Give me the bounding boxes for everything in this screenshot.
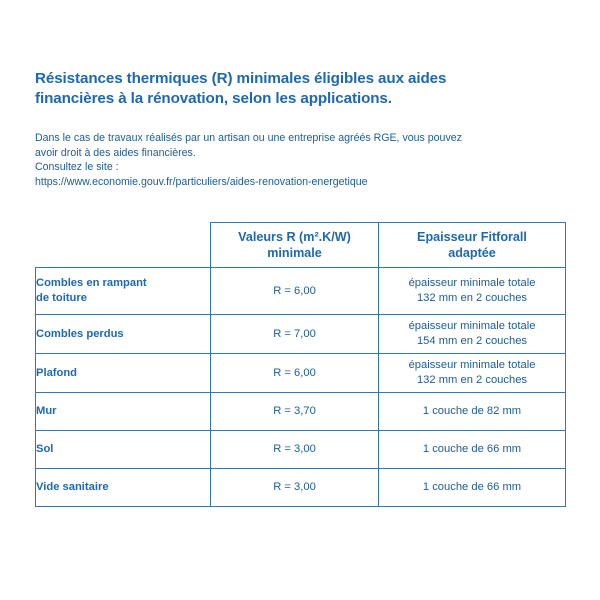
row-value-r: R = 3,70	[211, 393, 379, 431]
intro-paragraph	[35, 131, 565, 189]
row-label-application: Mur	[36, 393, 211, 431]
table-row	[36, 268, 566, 315]
table-row	[36, 315, 566, 354]
row-value-r: R = 6,00	[211, 354, 379, 393]
row-value-thickness: 1 couche de 66 mm	[379, 469, 566, 507]
page-title	[35, 69, 555, 109]
row-label-line-1: Combles en rampant	[36, 277, 147, 289]
row-thickness-line-2: 154 mm en 2 couches	[416, 335, 528, 347]
row-value-thickness: 1 couche de 82 mm	[379, 393, 566, 431]
row-label-application: Combles perdus	[36, 315, 211, 354]
column-header-r-value-line-2: minimale	[267, 246, 322, 260]
table-row	[36, 469, 566, 507]
row-thickness-line-1: épaisseur minimale totale	[408, 277, 536, 289]
page-title-line-2: financières à la rénovation, selon les applications.	[35, 90, 392, 107]
table-row	[36, 354, 566, 393]
column-header-thickness-line-2: adaptée	[448, 246, 496, 260]
column-header-r-value	[211, 223, 379, 268]
row-value-thickness: 1 couche de 66 mm	[379, 431, 566, 469]
row-label-line-2: de toiture	[36, 292, 87, 304]
table-header-row	[36, 223, 566, 268]
column-header-thickness-line-1: Epaisseur Fitforall	[417, 230, 527, 244]
row-value-r: R = 6,00	[211, 268, 379, 315]
row-label-application: Sol	[36, 431, 211, 469]
row-label-application	[36, 268, 211, 315]
row-value-thickness	[379, 354, 566, 393]
table-corner-cell	[36, 223, 211, 268]
intro-line-3: Consultez le site :	[35, 161, 119, 174]
row-thickness-line-1: épaisseur minimale totale	[408, 320, 536, 332]
column-header-r-value-line-1: Valeurs R (m².K/W)	[238, 230, 351, 244]
row-thickness-line-2: 132 mm en 2 couches	[416, 374, 528, 386]
table-row	[36, 431, 566, 469]
row-value-thickness	[379, 268, 566, 315]
row-thickness-line-1: épaisseur minimale totale	[408, 359, 536, 371]
row-thickness-line-2: 132 mm en 2 couches	[416, 292, 528, 304]
intro-line-2: avoir droit à des aides financières.	[35, 146, 196, 159]
page-title-line-1: Résistances thermiques (R) minimales éligibles aux aides	[35, 70, 447, 87]
thermal-resistance-table	[35, 222, 566, 507]
row-value-r: R = 3,00	[211, 469, 379, 507]
row-value-r: R = 7,00	[211, 315, 379, 354]
row-label-application: Vide sanitaire	[36, 469, 211, 507]
intro-line-1: Dans le cas de travaux réalisés par un artisan ou une entreprise agréés RGE, vous pouvez	[35, 132, 462, 144]
table-row	[36, 393, 566, 431]
website-url[interactable]: https://www.economie.gouv.fr/particuliers/aides-renovation-energetique	[35, 175, 368, 188]
row-value-r: R = 3,00	[211, 431, 379, 469]
row-value-thickness	[379, 315, 566, 354]
row-label-application: Plafond	[36, 354, 211, 393]
column-header-thickness	[379, 223, 566, 268]
